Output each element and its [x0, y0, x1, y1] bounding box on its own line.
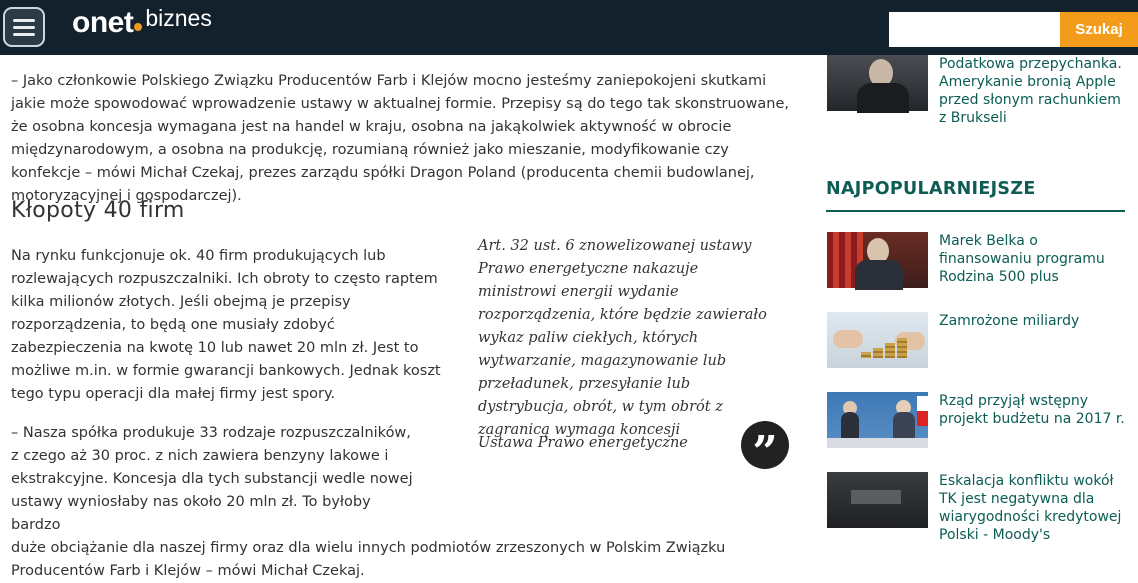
pull-quote: Art. 32 ust. 6 znowelizowanej ustawy Prawo energetyczne nakazuje ministrowi energii wydanie rozporządzenia, które będzie zawierało wykaz paliw ciekłych, których wytwarzanie, magazynowanie lub przeładunek, przesyłanie lub dystrybucja, obrót, w tym obrót z zagranicą wymaga koncesji	[478, 238, 767, 438]
popular-heading: NAJPOPULARNIEJSZE	[826, 179, 1036, 199]
moodys-sign-icon	[851, 490, 901, 504]
popular-item-title[interactable]: Rząd przyjął wstępny projekt budżetu na 2017 r.	[939, 393, 1125, 427]
search-button[interactable]: Szukaj	[1060, 12, 1138, 47]
article-thumbnail[interactable]	[827, 55, 928, 111]
article-thumbnail[interactable]	[827, 232, 928, 288]
popular-item-title[interactable]: Marek Belka o finansowaniu programu Rodzina 500 plus	[939, 233, 1105, 285]
popular-item-title[interactable]: Eskalacja konfliktu wokół TK jest negatywna dla wiarygodności kredytowej Polski - Moody's	[939, 473, 1122, 543]
article-paragraph: Na rynku funkcjonuje ok. 40 firm produkujących lub rozlewających rozpuszczalniki. Ich obroty to często raptem kilka milionów złotych. Jeśli obejmą je przepisy rozporządzenia, to będą one musiały zdobyć zabezpieczenia na kwotę 10 lub nawet 20 mln zł. Jest to możliwe m.in. w formie gwarancji bankowych. Jednak koszt tego typu operacji dla małej firmy jest spory.	[11, 248, 441, 402]
section-title: Kłopoty 40 firm	[11, 198, 185, 223]
quote-icon: ”	[741, 421, 789, 469]
article-paragraph-part: duże obciążanie dla naszej firmy oraz dla wielu innych podmiotów zrzeszonych w Polskim Związku Producentów Farb i Klejów – mówi Michał Czekaj.	[11, 540, 726, 579]
popular-item-title[interactable]: Zamrożone miliardy	[939, 313, 1080, 329]
search-input[interactable]	[889, 12, 1060, 47]
quote-source: Ustawa Prawo energetyczne	[478, 435, 688, 451]
article-paragraph: – Jako członkowie Polskiego Związku Producentów Farb i Klejów mocno jesteśmy zaniepokojeni skutkami jakie może spowodować wprowadzenie ustawy w aktualnej formie. Przepisy są do tego tak skonstruowane, że osobna koncesja wymagana jest na handel w kraju, osobna na jakąkolwiek aktywność w obrocie międzynarodowym, a osobna na produkcję, rozumianą również jako mieszanie, modyfikowanie czy konfekcje – mówi Michał Czekaj, prezes zarządu spółki Dragon Poland (producenta chemii budowlanej, motoryzacyjnej i gospodarczej).	[11, 73, 789, 204]
article-thumbnail[interactable]	[827, 472, 928, 528]
divider	[826, 210, 1125, 212]
hamburger-menu-icon[interactable]	[3, 7, 45, 47]
article-paragraph-part: – Nasza spółka produkuje 33 rodzaje rozpuszczalników, z czego aż 30 proc. z nich zawiera benzyny lakowe i ekstrakcyjne. Koncesja dla tych substancji wedle nowej ustawy wyniosłaby nas około 20 mln zł. To byłoby bardzo	[11, 425, 413, 533]
article-thumbnail[interactable]	[827, 312, 928, 368]
sidebar-article-title[interactable]: Podatkowa przepychanka. Amerykanie bronią Apple przed słonym rachunkiem z Brukseli	[939, 56, 1122, 126]
logo-dot-icon	[134, 23, 142, 31]
top-bar	[0, 0, 1138, 55]
article-thumbnail[interactable]	[827, 392, 928, 448]
site-logo[interactable]: onet biznes	[72, 5, 212, 39]
